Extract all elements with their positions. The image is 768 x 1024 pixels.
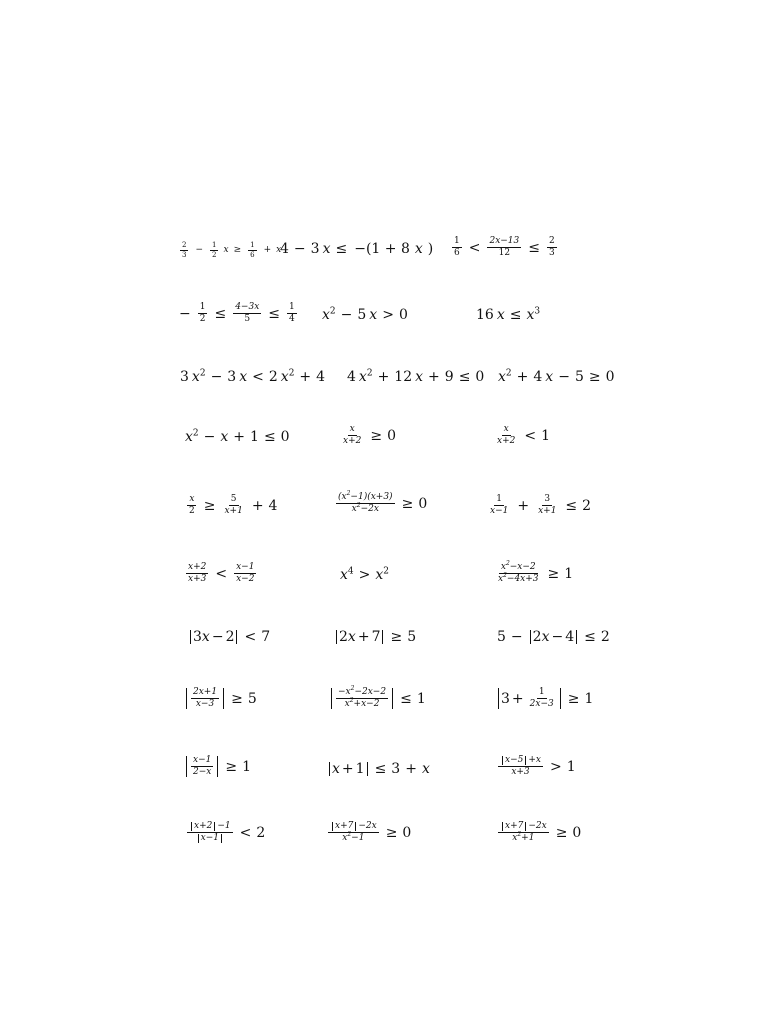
inequality-16: $\frac{x+2}{x+3}$ < $\frac{x-1}{x-2}$ [188,562,255,584]
inequality-3: $\frac{1}{6}$ < $\frac{2x-13}{12}$ ≤ $\frac{2}{3}$ [454,236,555,258]
inequality-29: $\frac{x+7 -2x}{x^2-1}$ ≥ 0 [326,822,411,843]
inequality-8: 4 $x^2$ + 12 x + 9 ≤ 0 [347,368,485,385]
inequality-13: $\frac{x}{2}$ ≥ $\frac{5}{x+1}$ + 4 [189,494,278,516]
inequality-22: $\frac{2x+1}{x-3}$ ≥ 5 [184,688,257,709]
inequality-17: $x^4$ > $x^2$ [340,566,390,583]
inequality-19: 3 x − 2 < 7 [188,630,270,644]
inequality-20: 2 x + 7 ≥ 5 [334,630,416,644]
inequality-9: $x^2$ + 4 x − 5 ≥ 0 [498,368,615,385]
inequality-11: $\frac{x}{x+2}$ ≥ 0 [343,424,396,446]
inequality-25: $\frac{x-1}{2-x}$ ≥ 1 [184,756,251,777]
inequality-18: $\frac{x^2-x-2}{x^2-4x+3}$ ≥ 1 [498,560,574,584]
inequality-4: − $\frac{1}{2}$ ≤ $\frac{4-3x}{5}$ ≤ $\frac{1}{4}$ [179,302,295,324]
inequality-7: 3 $x^2$ − 3 x < 2 $x^2$ + 4 [180,368,326,385]
inequality-28: $\frac{x+2 -1}{x-1}$ < 2 [185,822,265,843]
inequality-26: x + 1 ≤ 3 + x [327,762,430,776]
inequality-15: $\frac{1}{x-1}$ + $\frac{3}{x+1}$ ≤ 2 [490,494,592,516]
inequality-21: 5 − 2 x − 4 ≤ 2 [497,629,610,645]
inequality-1: $\frac{2}{3}$ − $\frac{1}{2}$ x ≥ $\frac{1}{6}$ + x [182,241,282,259]
inequality-10: $x^2$ − x + 1 ≤ 0 [185,428,290,445]
inequality-14: $\frac{(x^2-1)(x+3)}{x^2-2x}$ ≥ 0 [338,490,428,514]
inequality-23: $\frac{-x^2-2x-2}{x^2+x-2}$ ≤ 1 [329,688,426,709]
inequality-2: 4 − 3 x ≤ −(1 + 8 x ) [280,241,434,257]
inequality-12: $\frac{x}{x+2}$ < 1 [497,424,550,446]
inequality-6: 16 x ≤ $x^3$ [476,306,541,323]
inequality-27: $\frac{x-5 +x}{x+3}$ > 1 [496,756,576,777]
inequality-5: $x^2$ − 5 x > 0 [322,306,408,323]
inequality-24: 3 + $\frac{1}{2x-3}$ ≥ 1 [496,688,593,709]
inequality-30: $\frac{x+7 -2x}{x^2+1}$ ≥ 0 [496,822,581,843]
